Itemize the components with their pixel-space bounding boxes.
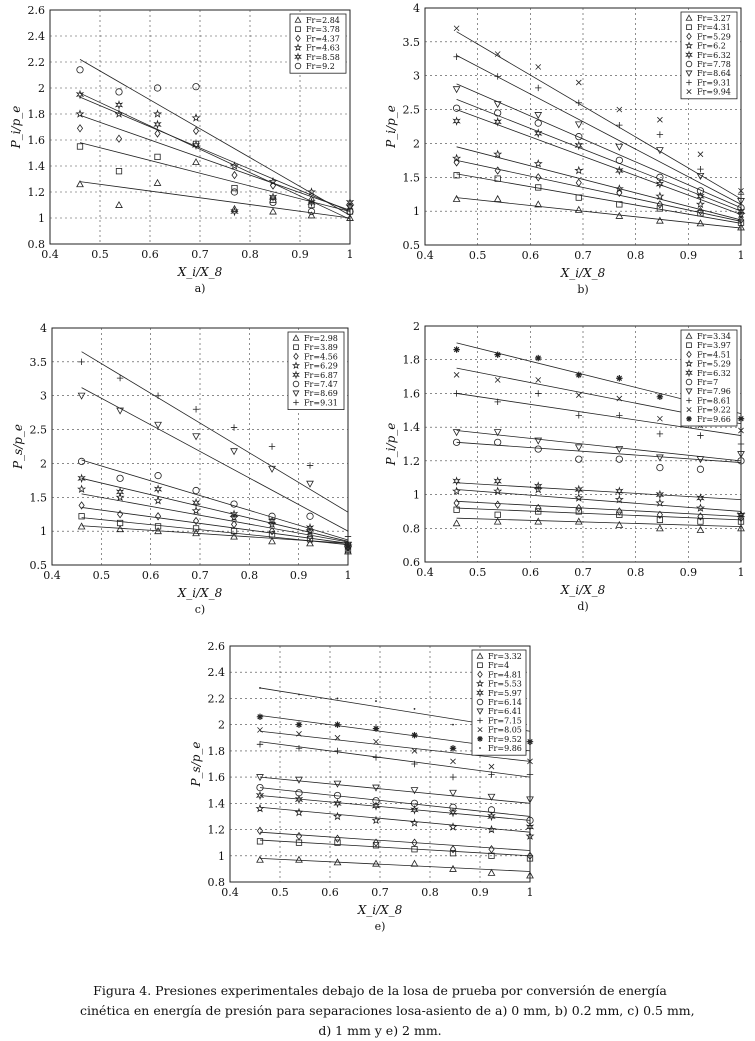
legend-entry: Fr=7.96 <box>697 387 731 397</box>
data-point <box>298 694 300 696</box>
x-tick-label: 0.6 <box>521 566 540 579</box>
y-axis-label: P_i/p_e <box>384 105 398 148</box>
x-tick-label: 0.8 <box>240 569 259 582</box>
data-point <box>257 714 263 720</box>
y-tick-label: 4 <box>40 322 47 335</box>
data-point <box>529 743 531 745</box>
legend-entry: Fr=9.86 <box>488 744 522 753</box>
y-tick-label: 1.6 <box>402 387 420 401</box>
x-tick-label: 0.9 <box>679 249 698 262</box>
legend-entry: Fr=6.41 <box>488 707 522 717</box>
x-tick-label: 0.7 <box>371 886 389 899</box>
y-tick-label: 3.5 <box>402 35 420 49</box>
chart-a <box>0 0 370 310</box>
x-tick-label: 1 <box>344 569 352 582</box>
y-tick-label: 2 <box>413 320 420 333</box>
y-tick-label: 3 <box>40 389 47 403</box>
x-tick-label: 0.7 <box>191 248 209 261</box>
y-tick-label: 2.6 <box>207 640 225 653</box>
y-tick-label: 2 <box>40 457 47 471</box>
x-tick-label: 0.7 <box>574 566 592 579</box>
legend-entry: Fr=6.87 <box>304 370 338 380</box>
y-tick-label: 1 <box>40 525 47 539</box>
y-tick-label: 0.5 <box>402 239 420 252</box>
legend-marker <box>686 416 692 422</box>
legend-entry: Fr=4.37 <box>306 34 340 44</box>
legend-entry: Fr=9.22 <box>697 405 731 415</box>
legend-entry: Fr=3.97 <box>697 341 731 351</box>
y-axis-label: P_s/p_e <box>11 423 25 470</box>
x-tick-label: 0.5 <box>468 249 487 262</box>
legend-entry: Fr=4.81 <box>488 670 522 680</box>
legend-entry: Fr=9.94 <box>697 87 731 97</box>
data-point <box>337 698 339 700</box>
legend-entry: Fr=3.89 <box>304 343 338 353</box>
y-tick-label: 0.5 <box>29 559 47 572</box>
legend-entry: Fr=3.32 <box>488 652 522 661</box>
legend-entry: Fr=3.27 <box>697 14 731 23</box>
x-tick-label: 1 <box>737 566 745 579</box>
y-tick-label: 1 <box>218 849 225 863</box>
y-tick-label: 2.5 <box>29 423 47 437</box>
legend-entry: Fr=7.15 <box>488 716 522 726</box>
x-tick-label: 0.7 <box>574 249 592 262</box>
legend-entry: Fr=9.66 <box>697 414 731 424</box>
x-tick-label: 0.7 <box>191 569 209 582</box>
y-tick-label: 1.6 <box>27 134 45 147</box>
legend-entry: Fr=7.47 <box>304 380 338 389</box>
legend-entry: Fr=7 <box>697 378 719 387</box>
y-tick-label: 3.5 <box>29 355 47 369</box>
legend-marker <box>477 736 483 742</box>
x-tick-label: 1 <box>526 886 534 899</box>
data-point <box>657 394 663 400</box>
legend-entry: Fr=7.78 <box>697 60 731 69</box>
data-point <box>576 372 582 378</box>
data-point <box>373 725 379 731</box>
y-tick-label: 0.8 <box>402 522 420 536</box>
y-tick-label: 1 <box>413 488 420 502</box>
y-tick-label: 1.4 <box>402 421 420 435</box>
data-point <box>453 346 459 352</box>
x-tick-label: 0.6 <box>521 249 540 262</box>
legend-entry: Fr=4.31 <box>697 23 731 33</box>
x-axis-label: X_i/X_8 <box>357 903 403 917</box>
x-tick-label: 0.8 <box>626 249 645 262</box>
y-tick-label: 1.6 <box>207 771 225 785</box>
legend-entry: Fr=8.69 <box>304 389 338 399</box>
x-tick-label: 0.9 <box>291 248 309 261</box>
legend-entry: Fr=3.78 <box>306 25 340 35</box>
y-tick-label: 1.8 <box>402 353 420 367</box>
x-tick-label: 0.6 <box>321 886 339 899</box>
x-tick-label: 0.6 <box>141 248 159 261</box>
x-tick-label: 1 <box>346 248 354 261</box>
y-tick-label: 0.6 <box>402 556 420 569</box>
x-tick-label: 0.6 <box>141 569 160 582</box>
x-axis-label: X_i/X_8 <box>177 265 223 279</box>
chart-c <box>0 318 370 628</box>
legend-entry: Fr=5.53 <box>488 679 522 689</box>
subfigure-label: e) <box>374 920 386 933</box>
legend-entry: Fr=3.34 <box>697 332 731 341</box>
x-tick-label: 0.5 <box>92 569 111 582</box>
caption-line-2: cinética en energía de presión para separaciones losa-asiento de a) 0 mm, b) 0.2 mm, c) 0.5 mm, <box>80 1003 695 1018</box>
data-point <box>375 700 377 702</box>
y-tick-label: 1.4 <box>27 160 45 173</box>
y-tick-label: 2.4 <box>207 666 225 680</box>
data-point <box>494 351 500 357</box>
x-tick-label: 0.4 <box>416 249 434 262</box>
legend-entry: Fr=6.2 <box>697 41 726 51</box>
caption-line-1: Figura 4. Presiones experimentales debajo de la losa de prueba por conversión de energía <box>93 983 667 998</box>
x-tick-label: 0.4 <box>41 248 59 261</box>
legend-entry: Fr=8.05 <box>488 725 522 735</box>
chart-e <box>180 638 580 948</box>
chart-b <box>375 0 755 310</box>
data-point <box>411 732 417 738</box>
x-axis-label: X_i/X_8 <box>560 583 606 597</box>
x-tick-label: 0.8 <box>421 886 439 899</box>
y-tick-label: 2.5 <box>402 103 420 117</box>
x-tick-label: 0.8 <box>241 248 259 261</box>
x-tick-label: 0.5 <box>91 248 109 261</box>
data-point <box>738 416 744 422</box>
figure-caption <box>80 981 695 1041</box>
data-point <box>535 355 541 361</box>
legend-entry: Fr=8.61 <box>697 396 731 406</box>
data-point <box>450 745 456 751</box>
x-tick-label: 0.4 <box>416 566 434 579</box>
legend-entry: Fr=4.56 <box>304 352 338 362</box>
y-tick-label: 2.4 <box>27 30 45 43</box>
y-tick-label: 1.2 <box>27 186 45 199</box>
data-point <box>334 721 340 727</box>
y-tick-label: 4 <box>413 2 420 15</box>
x-tick-label: 0.9 <box>471 886 489 899</box>
y-tick-label: 1 <box>38 212 45 225</box>
y-tick-label: 1.8 <box>27 108 45 121</box>
legend-entry: Fr=4 <box>488 661 510 671</box>
y-tick-label: 2 <box>413 137 420 151</box>
y-tick-label: 1.2 <box>207 823 225 837</box>
x-axis-label: X_i/X_8 <box>177 586 223 600</box>
x-axis-label: X_i/X_8 <box>560 266 606 280</box>
legend-entry: Fr=2.98 <box>304 334 338 343</box>
data-point <box>259 687 261 689</box>
y-tick-label: 0.8 <box>27 238 45 251</box>
legend-entry: Fr=4.51 <box>697 350 731 360</box>
x-tick-label: 0.4 <box>221 886 239 899</box>
legend-entry: Fr=9.2 <box>306 62 335 71</box>
y-tick-label: 1.8 <box>207 744 225 758</box>
y-axis-label: P_i/p_e <box>9 105 23 149</box>
subfigure-label: c) <box>194 603 206 616</box>
y-tick-label: 2.6 <box>27 4 45 17</box>
x-tick-label: 0.5 <box>468 566 487 579</box>
y-tick-label: 0.8 <box>207 876 225 889</box>
y-axis-label: P_i/p_e <box>384 422 398 466</box>
legend-marker <box>479 747 481 749</box>
y-tick-label: 2.2 <box>27 56 45 69</box>
legend-entry: Fr=5.29 <box>697 32 731 42</box>
y-tick-label: 2 <box>38 82 45 95</box>
legend-entry: Fr=2.84 <box>306 16 340 25</box>
legend-entry: Fr=9.31 <box>304 398 338 408</box>
y-tick-label: 1.4 <box>207 797 225 811</box>
caption-line-3: d) 1 mm y e) 2 mm. <box>318 1023 442 1038</box>
x-tick-label: 0.9 <box>289 569 308 582</box>
legend-entry: Fr=9.52 <box>488 734 522 744</box>
legend-entry: Fr=6.29 <box>304 361 338 371</box>
legend-entry: Fr=8.64 <box>697 69 731 79</box>
legend-entry: Fr=6.32 <box>697 368 731 378</box>
y-tick-label: 1.2 <box>402 454 420 468</box>
legend-entry: Fr=4.63 <box>306 43 340 53</box>
y-tick-label: 2.2 <box>207 692 225 706</box>
x-tick-label: 0.9 <box>679 566 698 579</box>
legend-entry: Fr=9.31 <box>697 78 731 88</box>
y-tick-label: 1 <box>413 205 420 219</box>
legend-entry: Fr=5.29 <box>697 359 731 369</box>
y-tick-label: 1.5 <box>29 491 47 505</box>
data-point <box>616 375 622 381</box>
x-tick-label: 0.8 <box>626 566 645 579</box>
chart-d <box>375 318 755 628</box>
y-tick-label: 1.5 <box>402 171 420 185</box>
legend-entry: Fr=5.97 <box>488 688 522 698</box>
data-point <box>452 724 454 726</box>
y-tick-label: 2 <box>218 718 225 732</box>
x-tick-label: 1 <box>737 249 745 262</box>
y-axis-label: P_s/p_e <box>189 741 203 787</box>
x-tick-label: 0.4 <box>43 569 61 582</box>
subfigure-label: d) <box>577 600 589 613</box>
x-tick-label: 0.5 <box>271 886 289 899</box>
legend-entry: Fr=6.14 <box>488 698 522 707</box>
data-point <box>296 721 302 727</box>
legend-entry: Fr=8.58 <box>306 52 340 62</box>
y-tick-label: 3 <box>413 69 420 83</box>
data-point <box>414 708 416 710</box>
subfigure-label: a) <box>194 282 206 295</box>
legend-entry: Fr=6.32 <box>697 50 731 60</box>
subfigure-label: b) <box>577 283 589 296</box>
